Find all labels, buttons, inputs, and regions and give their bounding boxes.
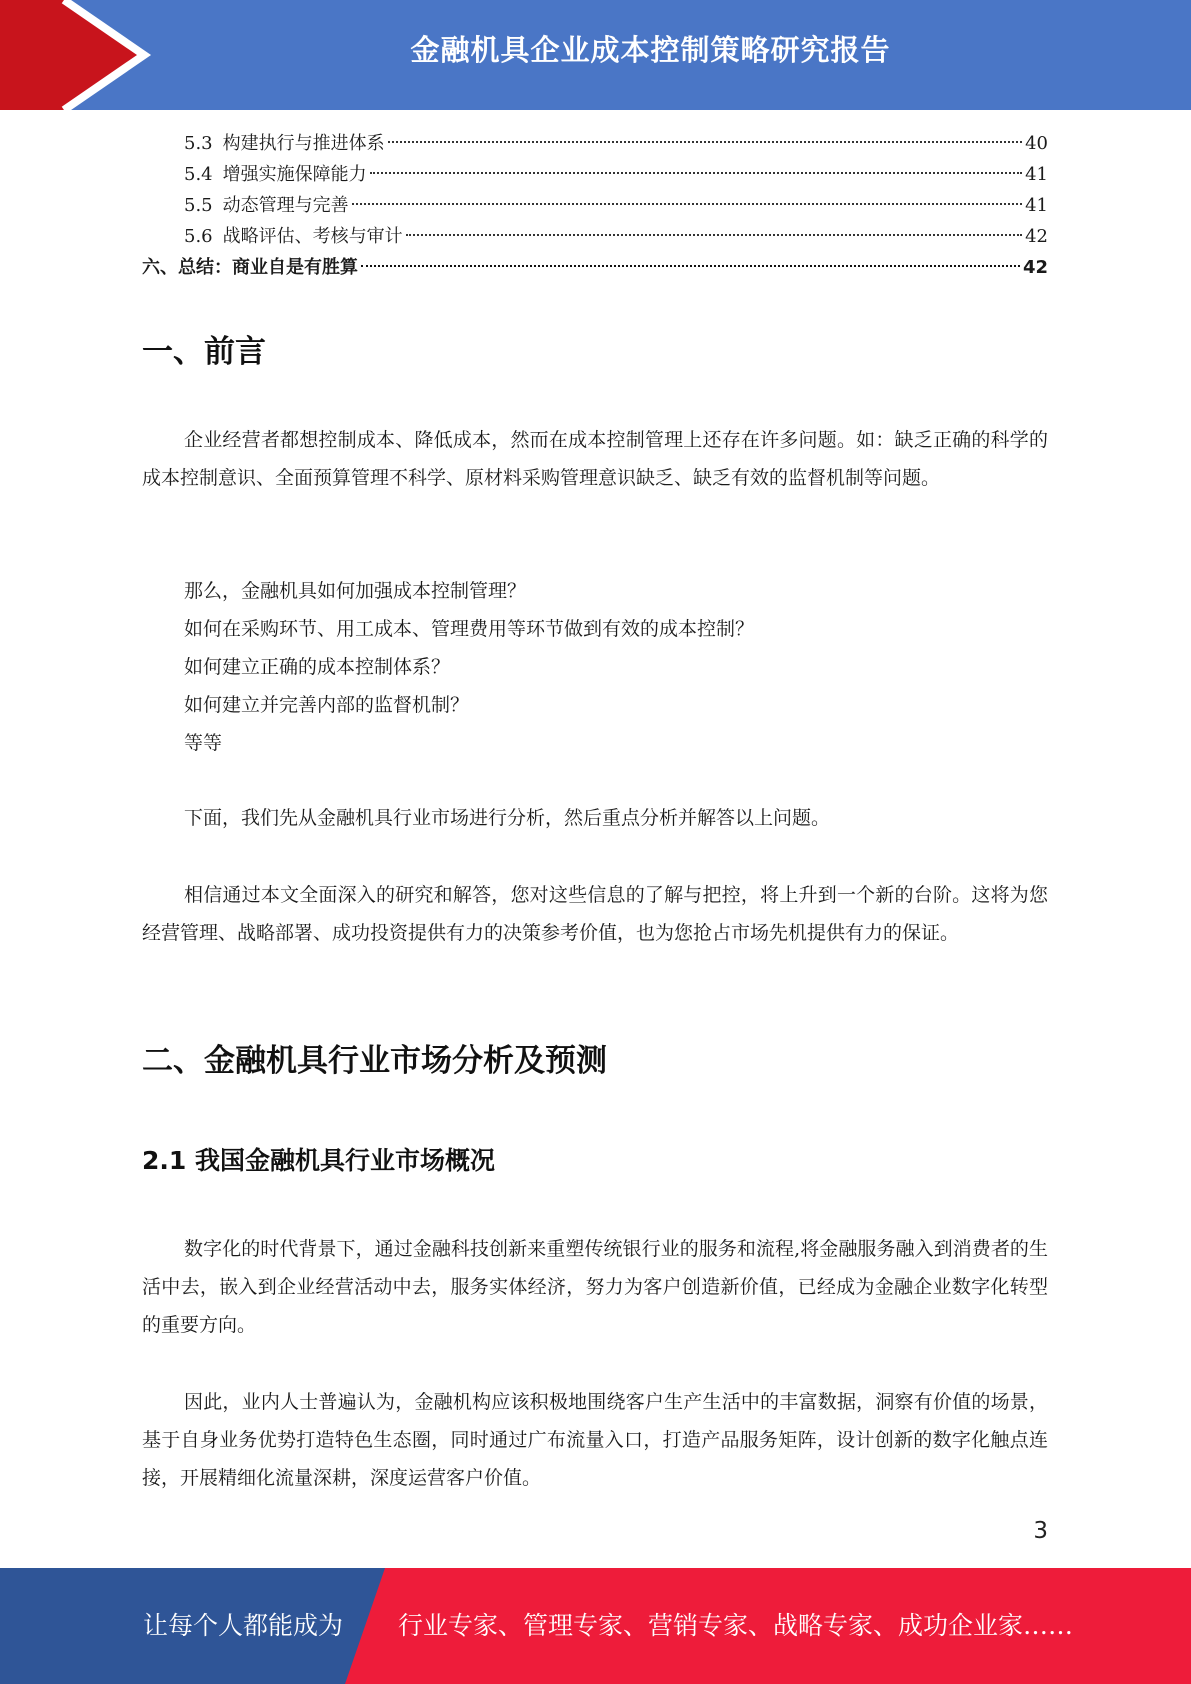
footer-slogan-left: 让每个人都能成为 [143,1611,344,1640]
paragraph-plan: 下面，我们先从金融机具行业市场进行分析，然后重点分析并解答以上问题。 [184,807,831,829]
page-header [0,0,1191,110]
toc-entry-title: 增强实施保障能力 [222,164,367,185]
toc-entry-page: 42 [1025,226,1048,247]
toc-entry-page: 41 [1025,164,1048,185]
question-item: 那么，金融机具如何加强成本控制管理？ [184,580,527,602]
question-list [184,572,1044,762]
toc-entry-title: 六、总结：商业自是有胜算 [142,257,358,278]
toc-entry[interactable] [142,221,1048,252]
toc-entry[interactable] [142,159,1048,190]
toc-entry-page: 42 [1022,257,1048,278]
toc-entry-number: 5.5 [184,195,213,216]
toc-dot-leader [361,265,1020,267]
question-item: 如何在采购环节、用工成本、管理费用等环节做到有效的成本控制？ [184,618,755,640]
toc-entry-page: 41 [1025,195,1048,216]
page-number: 3 [1033,1518,1048,1544]
question-item: 如何建立正确的成本控制体系？ [184,656,451,678]
section-heading-preface: 一、前言 [142,334,266,370]
section-heading-market: 二、金融机具行业市场分析及预测 [142,1043,607,1079]
question-item: 如何建立并完善内部的监督机制？ [184,694,470,716]
toc-dot-leader [352,203,1022,205]
toc-entry[interactable] [142,128,1048,159]
question-item: 等等 [184,732,223,754]
paragraph-industry-view: 因此，业内人士普遍认为，金融机构应该积极地围绕客户生产生活中的丰富数据，洞察有价值的场景，基于自身业务优势打造特色生态圈，同时通过广布流量入口，打造产品服务矩阵，设计创新的数字化触点连接，开展精细化流量深耕，深度运营客户价值。 [142,1391,1048,1489]
toc-dot-leader [370,172,1022,174]
paragraph-intro: 企业经营者都想控制成本、降低成本，然而在成本控制管理上还存在许多问题。如：缺乏正确的科学的成本控制意识、全面预算管理不科学、原材料采购管理意识缺乏、缺乏有效的监督机制等问题。 [142,429,1048,489]
toc-dot-leader [388,141,1022,143]
toc-dot-leader [406,234,1022,236]
footer-slogan-right: 行业专家、管理专家、营销专家、战略专家、成功企业家…… [398,1611,1074,1640]
toc-entry-title: 构建执行与推进体系 [222,133,385,154]
report-title: 金融机具企业成本控制策略研究报告 [410,33,891,67]
toc-entry-title: 动态管理与完善 [222,195,349,216]
toc-entry-page: 40 [1025,133,1048,154]
toc-entry-number: 5.3 [184,133,213,154]
paragraph-digital: 数字化的时代背景下，通过金融科技创新来重塑传统银行业的服务和流程,将金融服务融入到消费者的生活中去，嵌入到企业经营活动中去，服务实体经济，努力为客户创造新价值，已经成为金融企业数字化转型的重要方向。 [142,1238,1048,1336]
table-of-contents [142,128,1048,283]
subsection-heading-overview: 2.1 我国金融机具行业市场概况 [142,1146,495,1175]
toc-entry[interactable] [142,190,1048,221]
toc-entry-title: 战略评估、考核与审计 [222,226,403,247]
toc-entry-number: 5.4 [184,164,213,185]
toc-entry[interactable] [142,252,1048,283]
page-footer [0,1568,1191,1684]
toc-entry-number: 5.6 [184,226,213,247]
paragraph-value: 相信通过本文全面深入的研究和解答，您对这些信息的了解与把控，将上升到一个新的台阶。这将为您经营管理、战略部署、成功投资提供有力的决策参考价值，也为您抢占市场先机提供有力的保证。 [142,884,1048,944]
